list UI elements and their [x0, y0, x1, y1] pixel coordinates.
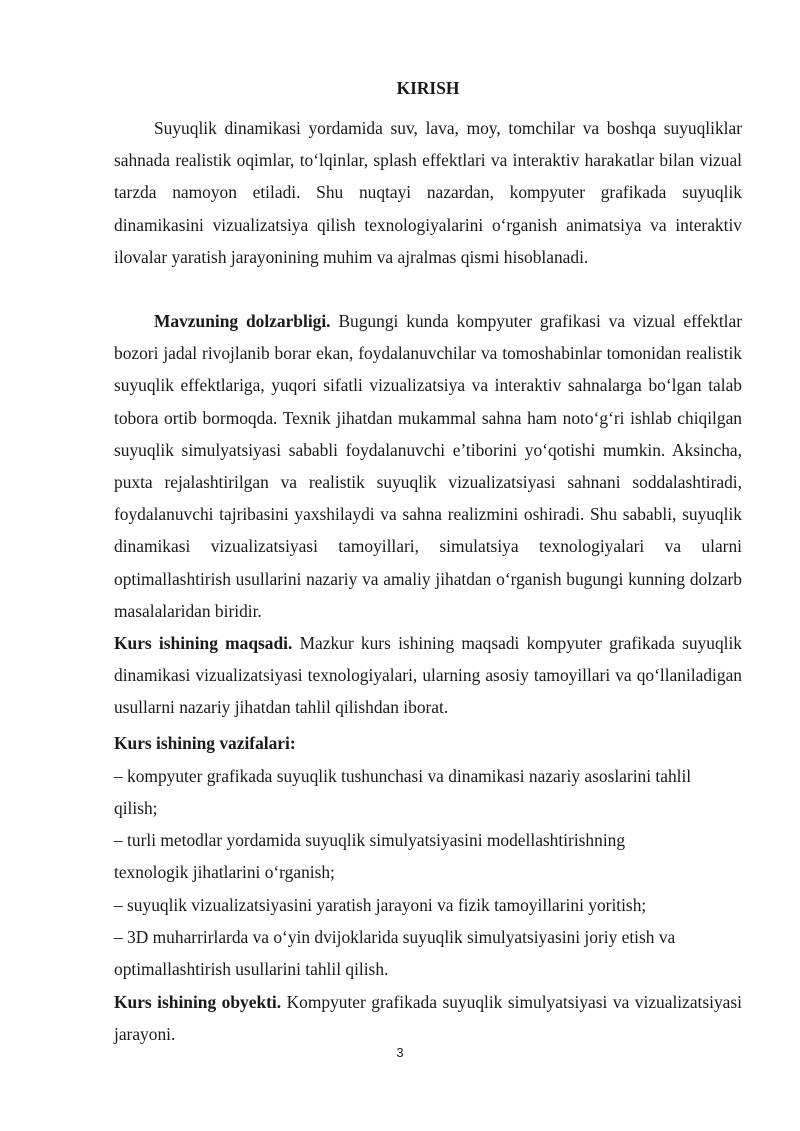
task-item-4-line-1: – 3D muharrirlarda va o‘yin dvijoklarida suyuqlik simulyatsiyasini joriy etish va	[114, 927, 676, 947]
goal-text: Mazkur kurs ishining maqsadi kompyuter grafikada suyuqlik dinamikasi vizualizatsiyasi texnologiyalari, ularning asosiy tamoyillari va qo‘llaniladigan usullarni nazariy jihatdan tahlil qilishdan iborat.	[114, 633, 742, 718]
task-item-4-line-2: optimallashtirish usullarini tahlil qilish.	[114, 959, 389, 979]
object-paragraph	[114, 986, 742, 1050]
relevance-heading: Mavzuning dolzarbligi.	[154, 311, 331, 331]
section-title: KIRISH	[396, 78, 460, 98]
relevance-text: Bugungi kunda kompyuter grafikasi va vizual effektlar bozori jadal rivojlanib borar ekan, foydalanuvchilar va tomoshabinlar tomonidan realistik suyuqlik effektlariga, yuqori sifatli vizualizatsiya va interaktiv sahnalarga bo‘lgan talab tobora ortib bormoqda. Texnik jihatdan mukammal sahna ham noto‘g‘ri ishlab chiqilgan suyuqlik simulyatsiyasi sababli foydalanuvchi e’tiborini yo‘qotishi mumkin. Aksincha, puxta rejalashtirilgan va realistik suyuqlik vizualizatsiyasi sahnani soddalashtiradi, foydalanuvchi tajribasini yaxshilaydi va sahna realizmini oshiradi. Shu sababli, suyuqlik dinamikasi vizualizatsiyasi tamoyillari, simulatsiya texnologiyalari va ularni optimallashtirish usullarini nazariy va amaliy jihatdan o‘rganish bugungi kunning dolzarb masalalaridan biridir.	[114, 311, 742, 621]
goal-paragraph	[114, 627, 742, 724]
tasks-heading: Kurs ishining vazifalari:	[114, 733, 296, 753]
task-item-1-line-2: qilish;	[114, 798, 158, 818]
intro-paragraph: Suyuqlik dinamikasi yordamida suv, lava, moy, tomchilar va boshqa suyuqliklar sahnada realistik oqimlar, to‘lqinlar, splash effektlari va interaktiv harakatlar bilan vizual tarzda namoyon etiladi. Shu nuqtayi nazardan, kompyuter grafikada suyuqlik dinamikasini vizualizatsiya qilish texnologiyalarini o‘rganish animatsiya va interaktiv ilovalar yaratish jarayonining muhim va ajralmas qismi hisoblanadi.	[114, 118, 742, 267]
task-item-3: – suyuqlik vizualizatsiyasini yaratish jarayoni va fizik tamoyillarini yoritish;	[114, 895, 647, 915]
task-item-2-line-2: texnologik jihatlarini o‘rganish;	[114, 862, 335, 882]
goal-heading: Kurs ishining maqsadi.	[114, 633, 293, 653]
relevance-paragraph	[114, 305, 742, 627]
task-item-2-line-1: – turli metodlar yordamida suyuqlik simulyatsiyasini modellashtirishning	[114, 830, 626, 850]
page-number: 3	[396, 1045, 404, 1060]
object-heading: Kurs ishining obyekti.	[114, 992, 282, 1012]
task-item-1-line-1: – kompyuter grafikada suyuqlik tushunchasi va dinamikasi nazariy asoslarini tahlil	[114, 766, 692, 786]
object-text: Kompyuter grafikada suyuqlik simulyatsiyasi va vizualizatsiyasi jarayoni.	[114, 992, 742, 1045]
